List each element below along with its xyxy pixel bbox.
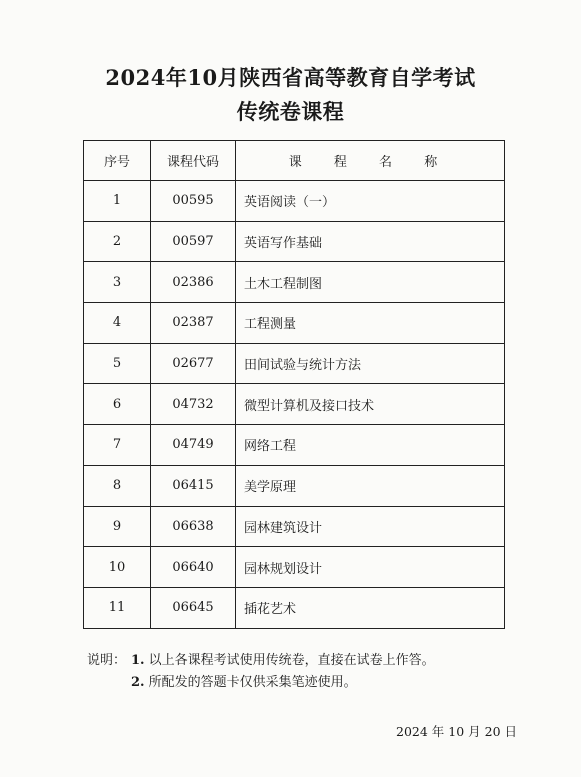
note-number: 2. xyxy=(131,675,145,690)
table-row xyxy=(84,303,505,344)
note-number: 1. xyxy=(131,653,145,668)
course-number: 8 xyxy=(84,465,151,506)
note-row-2 xyxy=(87,672,435,694)
notes xyxy=(87,650,435,694)
course-code: 00595 xyxy=(151,181,236,222)
table-row xyxy=(84,465,505,506)
course-code: 02387 xyxy=(151,303,236,344)
course-code: 06415 xyxy=(151,465,236,506)
course-code: 06638 xyxy=(151,506,236,547)
course-name: 微型计算机及接口技术 xyxy=(236,384,505,425)
course-name: 插花艺术 xyxy=(236,587,505,628)
course-code: 02677 xyxy=(151,343,236,384)
course-number: 2 xyxy=(84,221,151,262)
course-number: 11 xyxy=(84,587,151,628)
table-row xyxy=(84,384,505,425)
table-row xyxy=(84,547,505,588)
course-code: 04749 xyxy=(151,425,236,466)
course-code: 02386 xyxy=(151,262,236,303)
course-name: 田间试验与统计方法 xyxy=(236,343,505,384)
course-number: 10 xyxy=(84,547,151,588)
table-row xyxy=(84,425,505,466)
table-row xyxy=(84,343,505,384)
table-row xyxy=(84,221,505,262)
table-row xyxy=(84,506,505,547)
note-row-1 xyxy=(87,650,435,672)
course-name: 工程测量 xyxy=(236,303,505,344)
note-text: 所配发的答题卡仅供采集笔迹使用。 xyxy=(148,675,357,690)
course-code: 06640 xyxy=(151,547,236,588)
course-number: 7 xyxy=(84,425,151,466)
table-header-row xyxy=(84,141,505,181)
course-code: 00597 xyxy=(151,221,236,262)
course-code: 04732 xyxy=(151,384,236,425)
header-code: 课程代码 xyxy=(151,141,236,181)
table-row xyxy=(84,587,505,628)
document-subtitle: 传统卷课程 xyxy=(236,99,345,124)
course-code: 06645 xyxy=(151,587,236,628)
table-row xyxy=(84,181,505,222)
course-name: 园林规划设计 xyxy=(236,547,505,588)
course-table xyxy=(83,140,505,629)
table-row xyxy=(84,262,505,303)
note-text: 以上各课程考试使用传统卷，直接在试卷上作答。 xyxy=(148,653,435,668)
course-name: 英语写作基础 xyxy=(236,221,505,262)
course-name: 英语阅读（一） xyxy=(236,181,505,222)
course-number: 1 xyxy=(84,181,151,222)
header-name: 课 程 名 称 xyxy=(236,141,505,181)
document-date: 2024 年 10 月 20 日 xyxy=(396,724,517,739)
notes-label: 说明： xyxy=(87,653,127,668)
document-title: 2024年10月陕西省高等教育自学考试 xyxy=(105,65,476,90)
course-name: 土木工程制图 xyxy=(236,262,505,303)
course-number: 5 xyxy=(84,343,151,384)
course-number: 6 xyxy=(84,384,151,425)
course-name: 美学原理 xyxy=(236,465,505,506)
course-number: 4 xyxy=(84,303,151,344)
course-number: 9 xyxy=(84,506,151,547)
course-number: 3 xyxy=(84,262,151,303)
course-name: 网络工程 xyxy=(236,425,505,466)
course-table-body xyxy=(84,181,505,629)
course-name: 园林建筑设计 xyxy=(236,506,505,547)
header-num: 序号 xyxy=(84,141,151,181)
